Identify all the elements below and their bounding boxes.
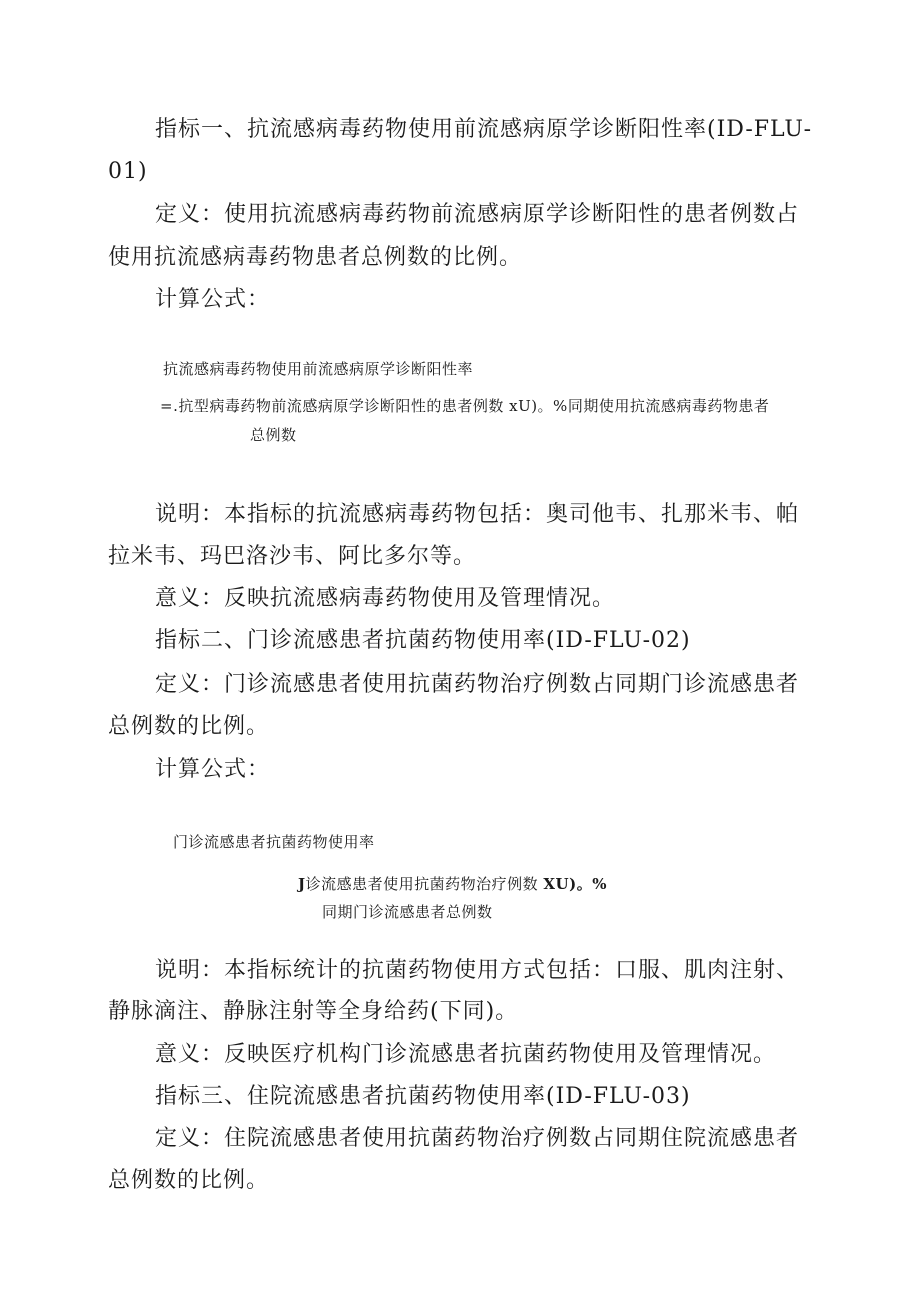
indicator-2-formula-denominator: 同期门诊流感患者总例数 (322, 903, 493, 921)
indicator-1-definition-cont: 使用抗流感病毒药物患者总例数的比例。 (108, 245, 523, 270)
indicator-2-definition: 定义：门诊流感患者使用抗菌药物治疗例数占同期门诊流感患者 (155, 672, 800, 697)
indicator-2-formula-numerator-lead: J (298, 875, 306, 893)
indicator-1-formula-label: 计算公式： (155, 287, 271, 312)
indicator-1-note: 说明：本指标的抗流感病毒药物包括：奥司他韦、扎那米韦、帕 (155, 502, 800, 527)
indicator-2-note-cont: 静脉滴注、静脉注射等全身给药(下同)。 (108, 999, 519, 1024)
indicator-2-formula-name: 门诊流感患者抗菌药物使用率 (173, 833, 375, 851)
indicator-1-title-cont: 01) (108, 159, 148, 184)
indicator-1-meaning: 意义：反映抗流感病毒药物使用及管理情况。 (155, 586, 616, 611)
indicator-2-title: 指标二、门诊流感患者抗菌药物使用率(ID-FLU-02) (155, 628, 691, 653)
indicator-2-definition-cont: 总例数的比例。 (108, 714, 270, 739)
indicator-3-title: 指标三、住院流感患者抗菌药物使用率(ID-FLU-03) (155, 1084, 691, 1109)
indicator-2-formula-numerator (298, 874, 607, 894)
indicator-1-title: 指标一、抗流感病毒药物使用前流感病原学诊断阳性率(ID-FLU- (155, 117, 813, 142)
indicator-1-formula-expression-cont: 总例数 (250, 426, 297, 444)
indicator-2-formula-multiplier: XU)。% (543, 875, 607, 893)
indicator-1-formula-expression: =.抗型病毒药物前流感病原学诊断阳性的患者例数 xU)。%同期使用抗流感病毒药物患者 (160, 397, 770, 415)
indicator-2-formula-numerator-text: 诊流感患者使用抗菌药物治疗例数 (305, 875, 539, 893)
indicator-3-definition-cont: 总例数的比例。 (108, 1168, 270, 1193)
indicator-1-formula-name: 抗流感病毒药物使用前流感病原学诊断阳性率 (163, 360, 474, 378)
indicator-2-formula-label: 计算公式： (155, 757, 271, 782)
indicator-2-note: 说明：本指标统计的抗菌药物使用方式包括：口服、肌肉注射、 (155, 958, 800, 983)
indicator-1-definition: 定义：使用抗流感病毒药物前流感病原学诊断阳性的患者例数占 (155, 202, 800, 227)
indicator-2-meaning: 意义：反映医疗机构门诊流感患者抗菌药物使用及管理情况。 (155, 1042, 777, 1067)
indicator-1-note-cont: 拉米韦、玛巴洛沙韦、阿比多尔等。 (108, 544, 477, 569)
indicator-3-definition: 定义：住院流感患者使用抗菌药物治疗例数占同期住院流感患者 (155, 1126, 800, 1151)
